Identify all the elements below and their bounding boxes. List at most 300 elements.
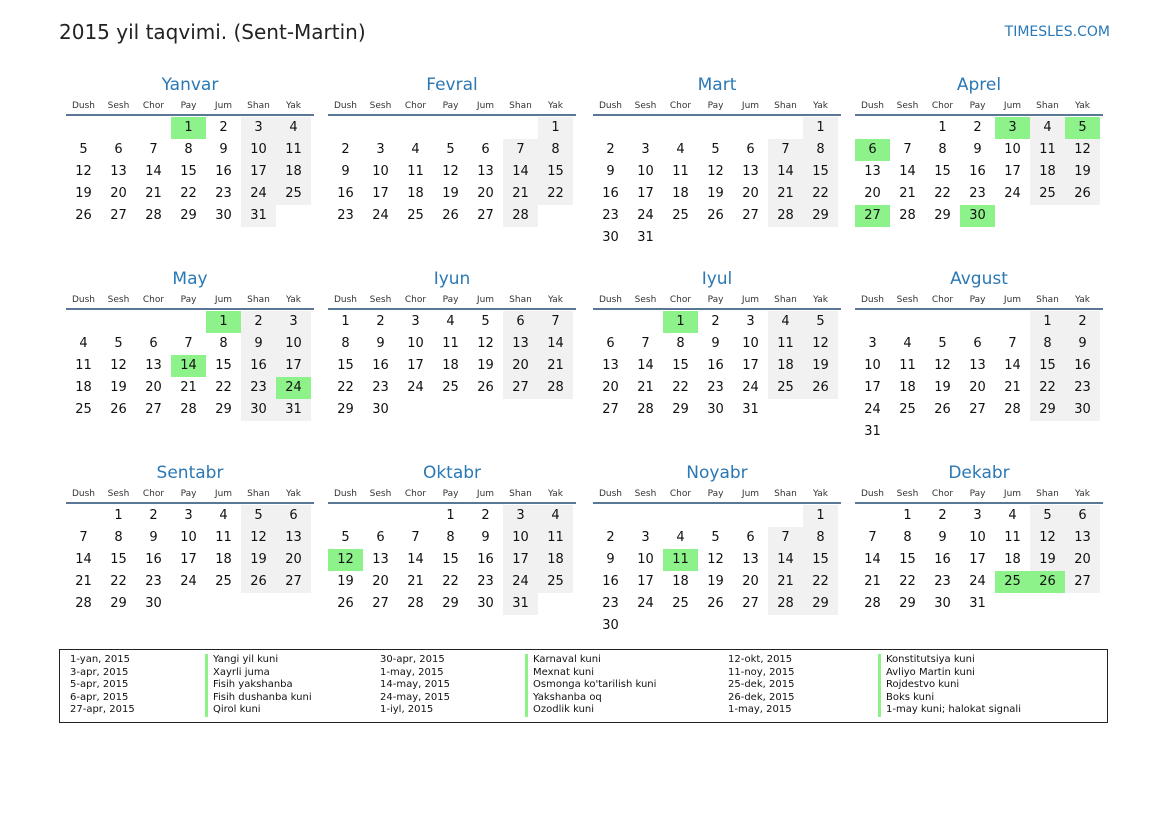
day-cell: 9 — [241, 333, 276, 355]
day-cell: 14 — [145, 164, 162, 179]
day-cell: 11 — [407, 164, 424, 179]
day-cell: 9 — [711, 336, 720, 351]
day-cell: 21 — [768, 571, 803, 593]
day-cell: 9 — [1065, 333, 1100, 355]
empty-cell — [628, 311, 663, 333]
day-cell: 8 — [676, 336, 685, 351]
weekday-label: Yak — [548, 489, 563, 499]
day-cell: 31 — [503, 593, 538, 615]
month-iyul — [593, 266, 841, 421]
day-cell: 14 — [538, 333, 573, 355]
day-cell: 26 — [934, 402, 951, 417]
day-cell: 11 — [215, 530, 232, 545]
weekday-label: Dush — [71, 489, 96, 499]
day-cell: 12 — [442, 164, 459, 179]
weekday-label: Pay — [969, 101, 986, 111]
day-cell: 2 — [219, 120, 228, 135]
empty-cell — [468, 117, 503, 139]
month-sentabr — [66, 460, 314, 615]
day-cell: 2 — [606, 530, 615, 545]
day-cell: 30 — [707, 402, 724, 417]
weekday-label: Yak — [548, 101, 563, 111]
legend-dates-3 — [728, 654, 795, 717]
weekday-label: Sesh — [896, 489, 919, 499]
day-cell: 2 — [1065, 311, 1100, 333]
legend-date: 12-okt, 2015 — [728, 654, 793, 665]
empty-cell — [628, 117, 663, 139]
day-cell: 5 — [79, 142, 88, 157]
holiday-cell: 14 — [171, 355, 206, 377]
legend-date: 26-dek, 2015 — [728, 691, 795, 703]
day-cell: 7 — [768, 527, 803, 549]
day-cell: 16 — [602, 186, 619, 201]
day-cell: 7 — [503, 139, 538, 161]
empty-cell — [136, 311, 171, 333]
weekday-label: Dush — [71, 101, 96, 111]
day-grid — [66, 505, 314, 615]
day-cell: 26 — [337, 596, 354, 611]
weekday-label: Chor — [931, 101, 954, 111]
day-cell: 4 — [676, 142, 685, 157]
day-cell: 16 — [477, 552, 494, 567]
day-cell: 5 — [1030, 505, 1065, 527]
day-cell: 18 — [1004, 552, 1021, 567]
day-cell: 3 — [376, 142, 385, 157]
empty-cell — [363, 117, 398, 139]
month-title: Yanvar — [161, 75, 219, 95]
day-cell: 19 — [803, 355, 838, 377]
day-cell: 17 — [637, 574, 654, 589]
month-yanvar — [66, 72, 314, 227]
weekday-label: Pay — [969, 295, 986, 305]
day-cell: 22 — [538, 183, 573, 205]
day-cell: 28 — [180, 402, 197, 417]
weekday-label: Dush — [333, 489, 358, 499]
day-cell: 28 — [768, 205, 803, 227]
day-cell: 9 — [149, 530, 158, 545]
legend-date: 24-may, 2015 — [380, 691, 450, 703]
day-cell: 16 — [602, 574, 619, 589]
day-cell: 8 — [219, 336, 228, 351]
weekday-header — [328, 486, 576, 504]
day-cell: 6 — [746, 142, 755, 157]
day-cell: 2 — [241, 311, 276, 333]
day-cell: 24 — [407, 380, 424, 395]
weekday-label: Jum — [1003, 489, 1022, 499]
day-cell: 29 — [337, 402, 354, 417]
legend-dates-1 — [70, 654, 135, 717]
holiday-cell: 25 — [995, 571, 1030, 593]
day-cell: 15 — [672, 358, 689, 373]
empty-cell — [66, 505, 101, 527]
day-cell: 15 — [337, 358, 354, 373]
day-cell: 28 — [864, 596, 881, 611]
day-cell: 21 — [899, 186, 916, 201]
weekday-header — [593, 292, 841, 310]
empty-cell — [855, 117, 890, 139]
empty-cell — [768, 117, 803, 139]
empty-cell — [328, 117, 363, 139]
holiday-cell: 1 — [171, 117, 206, 139]
day-cell: 3 — [411, 314, 420, 329]
day-cell: 6 — [503, 311, 538, 333]
day-cell: 19 — [707, 574, 724, 589]
day-cell: 27 — [742, 596, 759, 611]
weekday-label: Yak — [286, 101, 301, 111]
day-cell: 7 — [903, 142, 912, 157]
day-cell: 11 — [1030, 139, 1065, 161]
day-cell: 16 — [215, 164, 232, 179]
day-cell: 6 — [149, 336, 158, 351]
day-cell: 6 — [746, 530, 755, 545]
day-cell: 12 — [477, 336, 494, 351]
weekday-label: Yak — [813, 101, 828, 111]
day-cell: 25 — [276, 183, 311, 205]
weekday-label: Jum — [214, 489, 233, 499]
day-cell: 7 — [868, 530, 877, 545]
holiday-cell: 1 — [206, 311, 241, 333]
weekday-label: Jum — [476, 489, 495, 499]
day-cell: 23 — [934, 574, 951, 589]
day-cell: 10 — [742, 336, 759, 351]
day-cell: 10 — [241, 139, 276, 161]
weekday-label: Pay — [969, 489, 986, 499]
day-cell: 16 — [241, 355, 276, 377]
day-cell: 3 — [276, 311, 311, 333]
day-cell: 18 — [442, 358, 459, 373]
day-cell: 6 — [606, 336, 615, 351]
day-cell: 11 — [75, 358, 92, 373]
day-cell: 4 — [676, 530, 685, 545]
legend-date: 1-may, 2015 — [380, 666, 444, 678]
day-cell: 6 — [114, 142, 123, 157]
day-cell: 27 — [969, 402, 986, 417]
day-cell: 17 — [372, 186, 389, 201]
weekday-label: Jum — [1003, 295, 1022, 305]
day-cell: 24 — [1004, 186, 1021, 201]
day-cell: 23 — [602, 596, 619, 611]
day-cell: 26 — [707, 596, 724, 611]
month-fevral — [328, 72, 576, 227]
day-cell: 26 — [477, 380, 494, 395]
weekday-label: Sesh — [369, 295, 392, 305]
day-cell: 30 — [145, 596, 162, 611]
day-cell: 29 — [899, 596, 916, 611]
day-cell: 20 — [145, 380, 162, 395]
day-cell: 8 — [114, 530, 123, 545]
day-cell: 14 — [768, 161, 803, 183]
day-cell: 17 — [180, 552, 197, 567]
holiday-cell: 11 — [663, 549, 698, 571]
day-cell: 5 — [341, 530, 350, 545]
day-cell: 3 — [641, 530, 650, 545]
day-cell: 27 — [503, 377, 538, 399]
legend-holiday-name: Fisih dushanba kuni — [205, 692, 312, 705]
day-cell: 8 — [803, 139, 838, 161]
day-cell: 12 — [75, 164, 92, 179]
day-cell: 23 — [145, 574, 162, 589]
day-cell: 15 — [803, 549, 838, 571]
day-cell: 2 — [481, 508, 490, 523]
day-cell: 20 — [503, 355, 538, 377]
day-cell: 13 — [372, 552, 389, 567]
day-cell: 22 — [1030, 377, 1065, 399]
site-link[interactable]: TIMESLES.COM — [1004, 24, 1110, 40]
day-cell: 12 — [707, 164, 724, 179]
day-cell: 20 — [969, 380, 986, 395]
holiday-cell: 1 — [663, 311, 698, 333]
day-cell: 25 — [75, 402, 92, 417]
day-cell: 26 — [110, 402, 127, 417]
day-cell: 15 — [180, 164, 197, 179]
weekday-label: Chor — [669, 489, 692, 499]
day-cell: 24 — [969, 574, 986, 589]
day-cell: 19 — [75, 186, 92, 201]
day-cell: 3 — [503, 505, 538, 527]
day-cell: 10 — [637, 552, 654, 567]
weekday-label: Pay — [180, 295, 197, 305]
day-cell: 9 — [219, 142, 228, 157]
day-cell: 26 — [707, 208, 724, 223]
day-grid — [855, 505, 1103, 615]
day-cell: 4 — [768, 311, 803, 333]
weekday-label: Sesh — [107, 295, 130, 305]
day-cell: 30 — [934, 596, 951, 611]
day-cell: 23 — [215, 186, 232, 201]
day-cell: 22 — [215, 380, 232, 395]
day-cell: 23 — [372, 380, 389, 395]
weekday-label: Shan — [247, 295, 270, 305]
day-cell: 30 — [241, 399, 276, 421]
day-cell: 26 — [803, 377, 838, 399]
day-cell: 21 — [768, 183, 803, 205]
day-cell: 11 — [899, 358, 916, 373]
day-cell: 15 — [215, 358, 232, 373]
day-cell: 31 — [742, 402, 759, 417]
weekday-label: Dush — [598, 295, 623, 305]
day-cell: 12 — [934, 358, 951, 373]
day-cell: 5 — [711, 142, 720, 157]
day-cell: 20 — [602, 380, 619, 395]
holiday-cell: 30 — [960, 205, 995, 227]
legend-holiday-name: Xayrli juma — [205, 667, 312, 680]
empty-cell — [328, 505, 363, 527]
day-cell: 30 — [602, 230, 619, 245]
day-cell: 28 — [407, 596, 424, 611]
legend-date: 30-apr, 2015 — [380, 654, 445, 665]
day-cell: 8 — [184, 142, 193, 157]
weekday-label: Pay — [180, 101, 197, 111]
day-cell: 21 — [864, 574, 881, 589]
day-cell: 8 — [903, 530, 912, 545]
legend-holiday-name: Yangi yil kuni — [205, 654, 312, 667]
legend-holiday-name: Osmonga ko'tarilish kuni — [525, 679, 656, 692]
weekday-label: Jum — [741, 489, 760, 499]
day-cell: 18 — [672, 574, 689, 589]
day-cell: 18 — [215, 552, 232, 567]
day-cell: 4 — [276, 117, 311, 139]
weekday-header — [593, 486, 841, 504]
day-cell: 11 — [1004, 530, 1021, 545]
day-cell: 19 — [934, 380, 951, 395]
empty-cell — [593, 117, 628, 139]
day-cell: 10 — [637, 164, 654, 179]
day-cell: 18 — [75, 380, 92, 395]
day-cell: 12 — [1065, 139, 1100, 161]
page-title: 2015 yil taqvimi. (Sent-Martin) — [59, 20, 366, 44]
month-avgust — [855, 266, 1103, 443]
day-cell: 28 — [75, 596, 92, 611]
empty-cell — [593, 505, 628, 527]
holiday-cell: 5 — [1065, 117, 1100, 139]
day-cell: 29 — [442, 596, 459, 611]
day-cell: 22 — [672, 380, 689, 395]
day-cell: 4 — [1030, 117, 1065, 139]
day-cell: 8 — [446, 530, 455, 545]
day-cell: 1 — [538, 117, 573, 139]
day-cell: 22 — [803, 571, 838, 593]
month-iyun — [328, 266, 576, 421]
weekday-label: Chor — [404, 489, 427, 499]
weekday-label: Shan — [247, 489, 270, 499]
day-cell: 28 — [1004, 402, 1021, 417]
empty-cell — [101, 117, 136, 139]
weekday-header — [328, 98, 576, 116]
day-cell: 16 — [337, 186, 354, 201]
weekday-label: Yak — [286, 489, 301, 499]
weekday-label: Jum — [214, 295, 233, 305]
day-cell: 27 — [276, 571, 311, 593]
day-cell: 18 — [407, 186, 424, 201]
day-cell: 5 — [938, 336, 947, 351]
day-cell: 13 — [742, 164, 759, 179]
day-cell: 4 — [79, 336, 88, 351]
day-grid — [66, 311, 314, 421]
day-cell: 18 — [1030, 161, 1065, 183]
day-cell: 16 — [145, 552, 162, 567]
month-title: Oktabr — [422, 463, 482, 483]
day-cell: 12 — [110, 358, 127, 373]
day-cell: 23 — [969, 186, 986, 201]
day-cell: 23 — [477, 574, 494, 589]
day-cell: 23 — [602, 208, 619, 223]
legend-holiday-name: Ozodlik kuni — [525, 704, 656, 717]
weekday-label: Sesh — [107, 489, 130, 499]
weekday-label: Yak — [813, 295, 828, 305]
weekday-header — [855, 98, 1103, 116]
day-cell: 2 — [938, 508, 947, 523]
legend-holiday-name: Boks kuni — [878, 692, 1021, 705]
day-cell: 14 — [637, 358, 654, 373]
day-cell: 5 — [481, 314, 490, 329]
weekday-label: Shan — [247, 101, 270, 111]
day-cell: 7 — [1008, 336, 1017, 351]
day-cell: 20 — [742, 186, 759, 201]
weekday-label: Chor — [669, 101, 692, 111]
day-cell: 3 — [641, 142, 650, 157]
weekday-label: Dush — [860, 489, 885, 499]
day-cell: 19 — [442, 186, 459, 201]
day-cell: 18 — [768, 355, 803, 377]
day-cell: 17 — [407, 358, 424, 373]
day-cell: 19 — [241, 549, 276, 571]
day-cell: 20 — [276, 549, 311, 571]
month-dekabr — [855, 460, 1103, 615]
day-cell: 28 — [899, 208, 916, 223]
day-grid — [855, 117, 1103, 227]
weekday-label: Jum — [741, 295, 760, 305]
day-cell: 12 — [803, 333, 838, 355]
day-cell: 17 — [864, 380, 881, 395]
day-cell: 29 — [672, 402, 689, 417]
day-cell: 17 — [969, 552, 986, 567]
empty-cell — [768, 505, 803, 527]
day-cell: 24 — [372, 208, 389, 223]
weekday-label: Shan — [774, 101, 797, 111]
day-cell: 14 — [1004, 358, 1021, 373]
day-cell: 3 — [184, 508, 193, 523]
weekday-label: Yak — [286, 295, 301, 305]
day-cell: 16 — [969, 164, 986, 179]
day-cell: 15 — [803, 161, 838, 183]
day-cell: 6 — [276, 505, 311, 527]
weekday-label: Pay — [707, 295, 724, 305]
month-title: May — [172, 269, 208, 289]
weekday-label: Pay — [707, 489, 724, 499]
day-cell: 9 — [341, 164, 350, 179]
day-cell: 5 — [446, 142, 455, 157]
holiday-cell: 6 — [855, 139, 890, 161]
weekday-header — [855, 486, 1103, 504]
day-cell: 29 — [803, 593, 838, 615]
holiday-cell: 26 — [1030, 571, 1065, 593]
month-title: Iyun — [433, 269, 471, 289]
day-cell: 4 — [1008, 508, 1017, 523]
day-cell: 25 — [899, 402, 916, 417]
day-cell: 15 — [538, 161, 573, 183]
month-noyabr — [593, 460, 841, 637]
weekday-label: Sesh — [896, 295, 919, 305]
weekday-label: Shan — [1036, 489, 1059, 499]
day-cell: 9 — [606, 164, 615, 179]
day-cell: 18 — [899, 380, 916, 395]
day-cell: 3 — [868, 336, 877, 351]
day-cell: 7 — [768, 139, 803, 161]
day-cell: 20 — [864, 186, 881, 201]
weekday-label: Dush — [598, 489, 623, 499]
weekday-label: Sesh — [369, 489, 392, 499]
day-cell: 21 — [503, 183, 538, 205]
day-cell: 22 — [180, 186, 197, 201]
day-cell: 17 — [276, 355, 311, 377]
legend-holiday-name: Yakshanba oq — [525, 692, 656, 705]
day-cell: 9 — [938, 530, 947, 545]
weekday-label: Pay — [180, 489, 197, 499]
day-cell: 25 — [442, 380, 459, 395]
day-cell: 10 — [503, 527, 538, 549]
day-cell: 12 — [707, 552, 724, 567]
empty-cell — [171, 311, 206, 333]
day-cell: 24 — [637, 208, 654, 223]
day-cell: 25 — [672, 208, 689, 223]
day-cell: 4 — [446, 314, 455, 329]
legend-holiday-name: Qirol kuni — [205, 704, 312, 717]
day-cell: 9 — [973, 142, 982, 157]
legend-holiday-name: 1-may kuni; halokat signali — [878, 704, 1021, 717]
day-cell: 19 — [337, 574, 354, 589]
day-cell: 5 — [711, 530, 720, 545]
day-cell: 25 — [768, 377, 803, 399]
